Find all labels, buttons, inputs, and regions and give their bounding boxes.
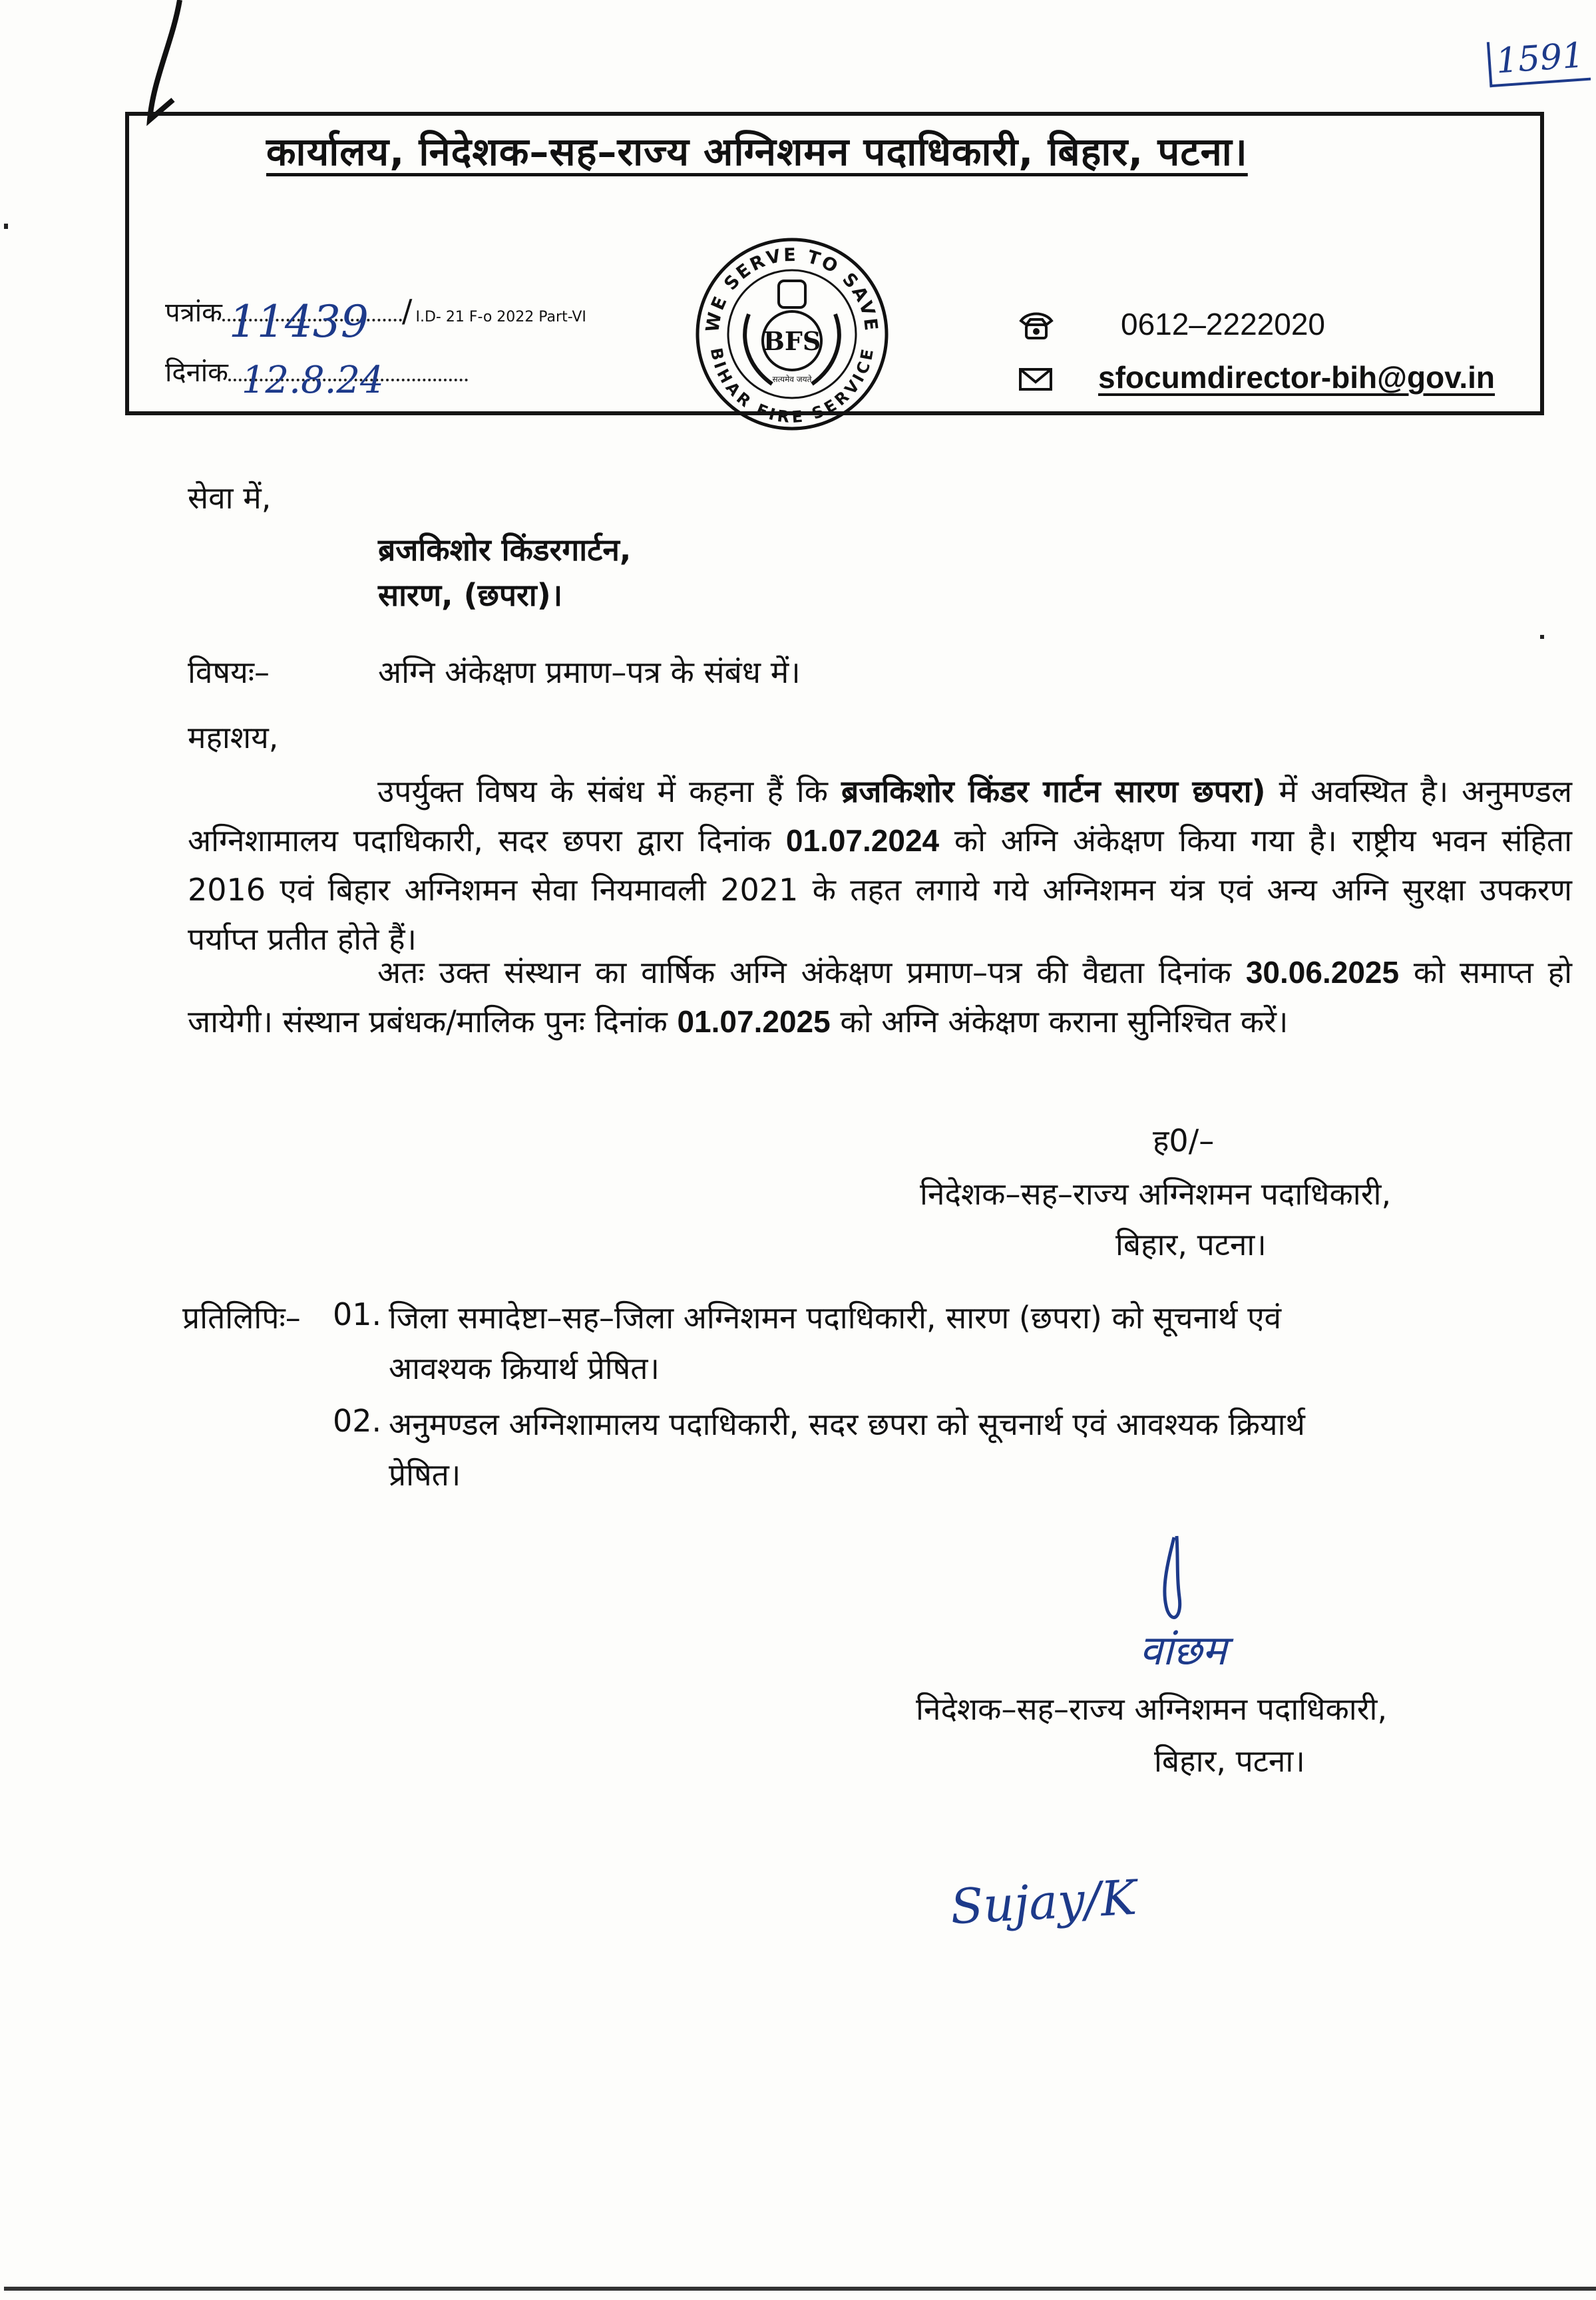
date-label: दिनांक <box>165 357 228 388</box>
scan-bottom-edge <box>4 2287 1596 2291</box>
para2-expiry-date: 30.06.2025 <box>1245 955 1400 990</box>
date-value: 12.8.24 <box>241 359 384 402</box>
date-row <box>165 353 468 402</box>
date-dotted-line <box>228 359 468 402</box>
ref-number-row <box>165 293 586 347</box>
body-paragraph-2 <box>188 948 1572 1046</box>
emblem-top-text: WE SERVE TO SAVE <box>702 244 882 334</box>
signature1-sd: ह0/– <box>1153 1123 1215 1159</box>
to-salutation: सेवा में, <box>188 480 272 516</box>
para2-renewal-date: 01.07.2025 <box>677 1004 831 1039</box>
signature1-place: बिहार, पटना। <box>1115 1227 1267 1262</box>
scan-speck <box>1540 635 1544 639</box>
ref-file: I.D- 21 F-o 2022 Part-VI <box>415 309 586 325</box>
ref-label: पत्रांक <box>165 297 222 328</box>
copy-item-1-line1: जिला समादेष्टा–सह–जिला अग्निशमन पदाधिकारी, सारण (छपरा) को सूचनार्थ एवं <box>389 1300 1282 1336</box>
copy-label: प्रतिलिपिः– <box>182 1300 301 1336</box>
copy-item-2-line1: अनुमण्डल अग्निशामालय पदाधिकारी, सदर छपरा को सूचनार्थ एवं आवश्यक क्रियार्थ <box>389 1406 1305 1442</box>
emblem-motto: सत्यमेव जयते <box>772 375 812 384</box>
greeting: महाशय, <box>188 719 279 755</box>
signature1-title: निदेशक–सह–राज्य अग्निशमन पदाधिकारी, <box>920 1176 1392 1212</box>
recipient-line2: सारण, (छपरा)। <box>378 577 563 613</box>
body-paragraph-1 <box>188 767 1572 964</box>
handwritten-note: Sujay/K <box>948 1869 1138 1935</box>
office-title: कार्यालय, निदेशक–सह–राज्य अग्निशमन पदाधिकारी, बिहार, पटना। <box>266 129 1248 174</box>
ref-slash: / <box>401 293 413 329</box>
para1-audit-date: 01.07.2024 <box>785 823 940 858</box>
para1-intro: उपर्युक्त विषय के संबंध में कहना हैं कि <box>377 773 828 809</box>
para2-text2: को समाप्त हो जायेगी। संस्थान प्रबंधक/मालिक पुनः दिनांक <box>188 954 1573 1040</box>
signature-stroke <box>1147 1531 1201 1630</box>
subject-label: विषयः– <box>188 654 270 690</box>
ref-number: 11439 <box>228 296 369 347</box>
para1-school-name: ब्रजकिशोर किंडर गार्टन सारण छपरा) <box>841 773 1266 809</box>
signature2-place: बिहार, पटना। <box>1154 1743 1305 1779</box>
para1-text2: में अवस्थित है। अनुमण्डल अग्निशामालय पदाधिकारी, सदर छपरा द्वारा दिनांक <box>188 773 1573 859</box>
para1-text3: को अग्नि अंकेक्षण किया गया है। राष्ट्रीय भवन संहिता 2016 एवं बिहार अग्निशमन सेवा नियमावली 2021 के तहत लगाये गये अग्निशमन यंत्र एवं अन्य अग्नि सुरक्षा उपकरण पर्याप्त प्रतीत होते हैं। <box>188 823 1572 957</box>
copy-item-2-line2: प्रेषित। <box>389 1457 461 1493</box>
envelope-icon <box>1018 367 1053 391</box>
subject-text: अग्नि अंकेक्षण प्रमाण–पत्र के संबंध में। <box>378 654 801 690</box>
bihar-fire-service-emblem <box>692 234 892 434</box>
ref-dotted-line <box>222 296 402 347</box>
para2-text3: को अग्नि अंकेक्षण कराना सुनिश्चित करें। <box>840 1004 1289 1040</box>
emblem-bottom-text: BIHAR FIRE SERVICE <box>706 346 878 427</box>
emblem-monogram: BFS <box>763 326 821 356</box>
phone-number: 0612–2222020 <box>1121 307 1325 341</box>
signature-initials: वांछम <box>1139 1626 1227 1674</box>
copy-item-1-line2: आवश्यक क्रियार्थ प्रेषित। <box>389 1350 660 1386</box>
para2-intro: अतः उक्त संस्थान का वार्षिक अग्नि अंकेक्षण प्रमाण–पत्र की वैद्यता दिनांक <box>377 954 1232 990</box>
signature2-title: निदेशक–सह–राज्य अग्निशमन पदाधिकारी, <box>916 1691 1388 1727</box>
telephone-icon <box>1018 310 1054 341</box>
copy-item-2-no: 02. <box>333 1403 382 1439</box>
recipient-line1: ब्रजकिशोर किंडरगार्टन, <box>378 532 632 568</box>
corner-note: 1591 <box>1487 35 1591 87</box>
email-address: sfocumdirector-bih@gov.in <box>1098 360 1496 395</box>
scan-speck <box>4 224 8 229</box>
copy-item-1-no: 01. <box>333 1296 382 1332</box>
